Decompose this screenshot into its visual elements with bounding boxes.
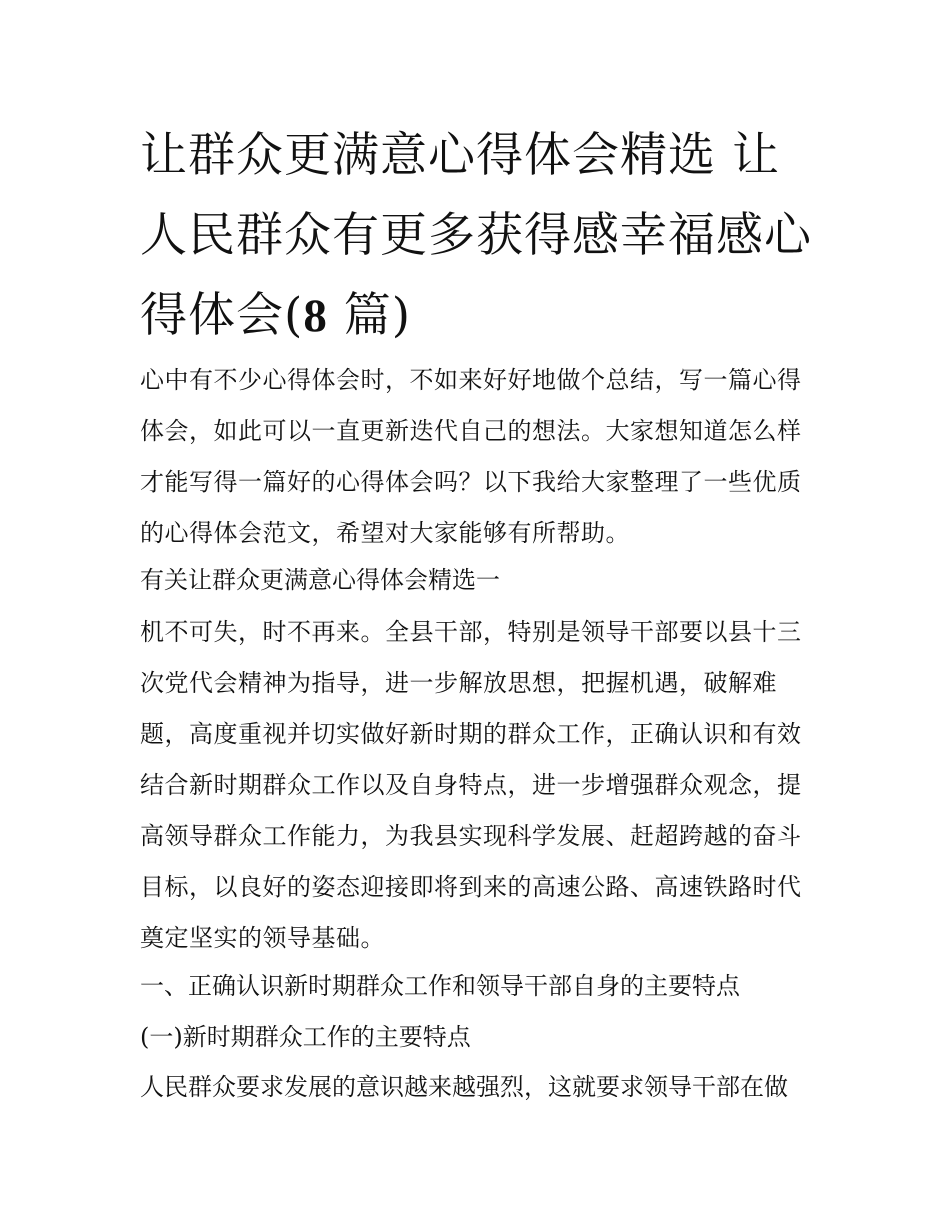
title-text: 让群众更满意心得体会精选 让人民群众有更多获得感幸福感心得体会( bbox=[140, 128, 812, 343]
heading-1: 一、正确认识新时期群众工作和领导干部自身的主要特点 bbox=[140, 972, 740, 1000]
section-heading: 有关让群众更满意心得体会精选一 bbox=[140, 566, 500, 594]
title-count: 8 bbox=[303, 290, 328, 342]
intro-paragraph: 心中有不少心得体会时，不如来好好地做个总结，写一篇心得体会，如此可以一直更新迭代自己的想法。大家想知道怎么样才能写得一篇好的心得体会吗？以下我给大家整理了一些优质的心得体会范文，希望对大家能够有所帮助。 bbox=[140, 366, 802, 547]
body-paragraph-2: 人民群众要求发展的意识越来越强烈，这就要求领导干部在做 bbox=[140, 1073, 788, 1101]
document-title bbox=[140, 116, 820, 356]
title-suffix: 篇) bbox=[327, 288, 412, 343]
body-paragraph-1: 机不可失，时不再来。全县干部，特别是领导干部要以县十三次党代会精神为指导，进一步解放思想，把握机遇，破解难题，高度重视并切实做好新时期的群众工作，正确认识和有效结合新时期群众工作以及自身特点，进一步增强群众观念，提高领导群众工作能力，为我县实现科学发展、赶超跨越的奋斗目标，以良好的姿态迎接即将到来的高速公路、高速铁路时代奠定坚实的领导基础。 bbox=[140, 618, 802, 952]
heading-1-1: (一)新时期群众工作的主要特点 bbox=[140, 1023, 471, 1051]
